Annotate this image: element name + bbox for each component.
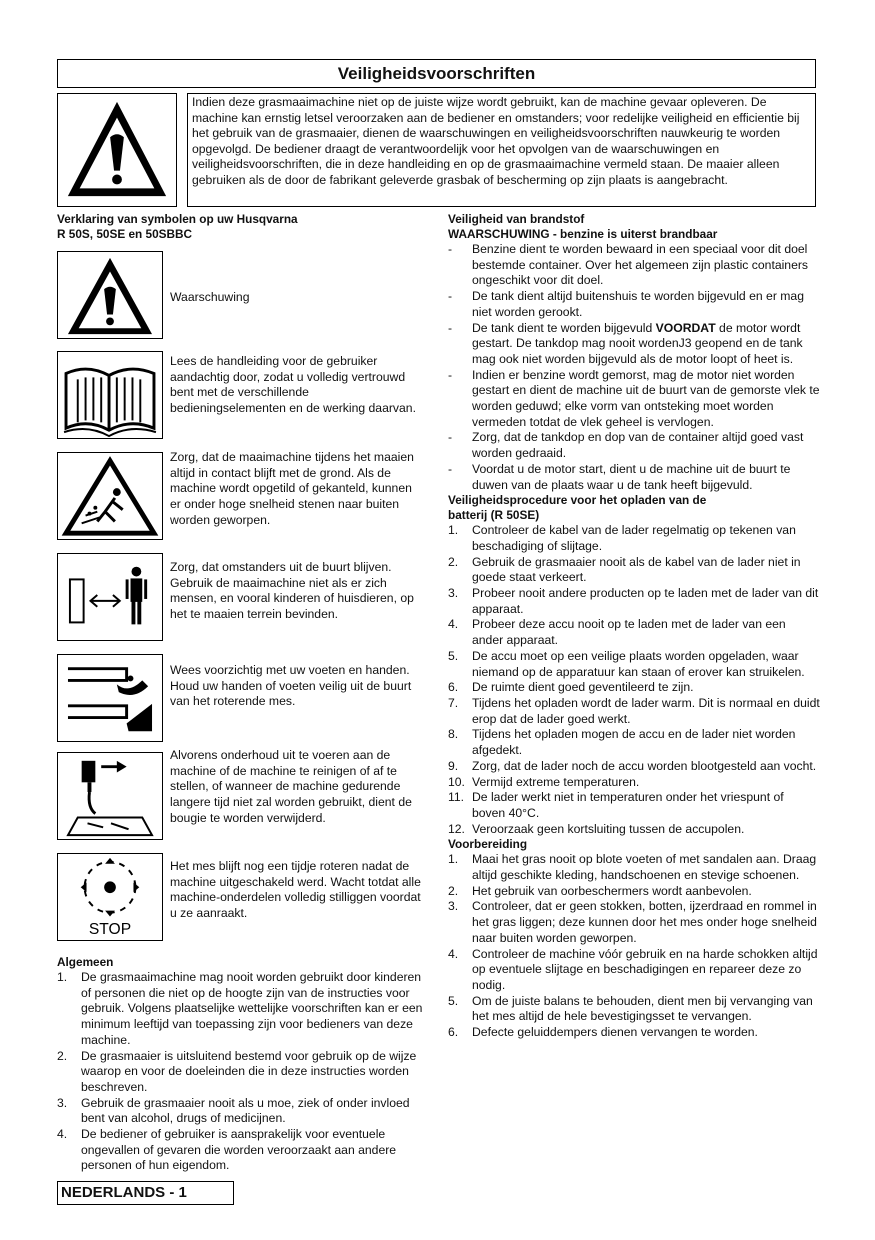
list-item: - Zorg, dat de tankdop en dop van de container altijd goed vast worden gedraaid. [448, 430, 804, 461]
general-heading: Algemeen [57, 955, 114, 969]
stop-label: STOP [88, 921, 132, 939]
symbol-text: Alvorens onderhoud uit te voeren aan de machine of de machine te reinigen of af te stellen, of wanneer de machine gedurende langere tijd niet zal worden gebruikt, dient de bougie te worden verwijderd. [170, 748, 412, 825]
list-item: 7. Tijdens het opladen wordt de lader warm. Dit is normaal en duidt erop dat de lader goed werkt. [448, 695, 820, 726]
fuel-warning: WAARSCHUWING - benzine is uiterst brandbaar [448, 227, 718, 241]
preparation-heading: Voorbereiding [448, 837, 528, 852]
list-item: 3. Controleer, dat er geen stokken, botten, ijzerdraad en rommel in het gras liggen; deze kunnen door het mes onder hoge snelheid naar buiten worden geworpen. [448, 899, 817, 945]
list-item: 1. Maai het gras nooit op blote voeten of met sandalen aan. Draag altijd geschikte kleding, handschoenen en stevige schoenen. [448, 852, 817, 883]
list-item: 5. Om de juiste balans te behouden, dient men bij vervanging van het mes altijd de hele bevestigingsset te vervangen. [448, 993, 813, 1024]
symbol-text: Wees voorzichtig met uw voeten en handen. Houd uw handen of voeten veilig uit de buurt van het roterende mes. [170, 663, 412, 709]
list-item: 6. Defecte geluiddempers dienen vervangen te worden. [448, 1025, 758, 1040]
symbol-text: Zorg, dat de maaimachine tijdens het maaien altijd in contact blijft met de grond. Als de machine wordt opgetild of gekanteld, kunnen er onder hoge snelheid stenen naar buiten worden geworpen. [170, 450, 414, 527]
hands-feet-icon [57, 654, 163, 742]
warning-icon [57, 251, 163, 339]
symbol-text: Zorg, dat omstanders uit de buurt blijven. Gebruik de maaimachine niet als er zich mensen, en vooral kinderen of huisdieren, op het te maaien terrein bevinden. [170, 560, 414, 622]
charging-list [448, 523, 820, 837]
page-title: Veiligheidsvoorschriften [57, 59, 816, 88]
fuel-list [448, 242, 820, 493]
list-item: 2. De grasmaaier is uitsluitend bestemd voor gebruik op de wijze waarop en voor de doeleinden die in deze instructies worden beschreven. [57, 1048, 417, 1094]
list-item: - Indien er benzine wordt gemorst, mag de motor niet worden gestart en dient de machine uit de buurt van de gemorste vlek te worden geduwd; elke vorm van ontsteking moet worden vermeden totdat de vlek geheel is vervlogen. [448, 367, 820, 429]
list-item: - Benzine dient te worden bewaard in een speciaal voor dit doel bestemde container. Over het algemeen zijn plastic containers ongeschikt voor dit doel. [448, 242, 809, 288]
list-item: 9. Zorg, dat de lader noch de accu worden blootgesteld aan vocht. [448, 758, 817, 773]
list-item: 2. Gebruik de grasmaaier nooit als de kabel van de lader niet in goede staat verkeert. [448, 554, 801, 585]
list-item: 2. Het gebruik van oorbeschermers wordt aanbevolen. [448, 883, 752, 898]
general-section [57, 955, 429, 1174]
warning-icon [57, 93, 177, 207]
intro-text: Indien deze grasmaaimachine niet op de juiste wijze wordt gebruikt, kan de machine gevaar opleveren. De machine kan ernstig letsel veroorzaken aan de bediener en omstanders; voor redelijke veiligheid en efficientie bij het gebruik van de grasmaaier, dienen de waarschuwingen en veiligheidsvoorschriften nauwkeurig te worden opgevolgd. De bediener draagt de verantwoordelijk voor het opvolgen van de waarschuwingen en veiligheidsvoorschriften, die in deze handleiding en op de grasmaaimachine vermeld staan. De maaier alleen gebruiken als de door de fabrikant geleverde grasbak of bescherming op zijn plaats is aangebracht. [187, 93, 816, 207]
right-column [448, 212, 820, 1041]
list-item: 8. Tijdens het opladen mogen de accu en de lader niet worden afgedekt. [448, 727, 796, 758]
fuel-heading: Veiligheid van brandstof [448, 212, 585, 226]
blade-stop-icon [57, 853, 163, 941]
list-item: 4. De bediener of gebruiker is aansprakelijk voor eventuele ongevallen of gevaren die worden veroorzaakt aan andere personen of hun eigendom. [57, 1127, 397, 1173]
list-item: 3. Gebruik de grasmaaier nooit als u moe, ziek of onder invloed bent van alcohol, drugs of medicijnen. [57, 1095, 410, 1126]
symbol-text: Waarschuwing [170, 290, 250, 304]
symbols-heading-line1: Verklaring van symbolen op uw Husqvarna [57, 212, 298, 226]
general-list [57, 970, 429, 1174]
page-footer: NEDERLANDS - 1 [57, 1181, 234, 1205]
list-item: 12. Veroorzaak geen kortsluiting tussen de accupolen. [448, 821, 745, 836]
symbols-heading [57, 212, 437, 242]
preparation-list [448, 852, 820, 1040]
list-item: 4. Probeer deze accu nooit op te laden met de lader van een ander apparaat. [448, 617, 786, 648]
list-item: 4. Controleer de machine vóór gebruik en na harde schokken altijd op eventuele slijtage en beschadigingen en repareer deze zo nodig. [448, 946, 818, 992]
symbol-text: Lees de handleiding voor de gebruiker aandachtig door, zodat u volledig vertrouwd bent met de verschillende bedieningselementen en de werking daarvan. [170, 354, 416, 416]
list-item: - De tank dient te worden bijgevuld VOORDAT de motor wordt gestart. De tankdop mag nooit wordenJ3 geopend en de tank mag ook niet worden bijgevuld als de motor loopt of heet is. [448, 320, 803, 366]
list-item: - De tank dient altijd buitenshuis te worden bijgevuld en er mag niet worden gerookt. [448, 289, 804, 319]
list-item: 10. Vermijd extreme temperaturen. [448, 774, 640, 789]
list-item: 6. De ruimte dient goed geventileerd te zijn. [448, 680, 694, 695]
list-item: 1. De grasmaaimachine mag nooit worden gebruikt door kinderen of personen die niet op de hoogte zijn van de instructies voor gebruik. Volgens plaatselijke wettelijke voorschriften kan er een minimum leeftijd van toepassing zijn voor bedieners van deze machine. [57, 970, 423, 1047]
manual-icon [57, 351, 163, 439]
symbols-heading-line2: R 50S, 50SE en 50SBBC [57, 227, 193, 241]
thrown-objects-icon [57, 452, 163, 540]
spark-plug-icon [57, 752, 163, 840]
list-item: 11. De lader werkt niet in temperaturen onder het vriespunt of boven 40°C. [448, 790, 784, 820]
list-item: 1. Controleer de kabel van de lader regelmatig op tekenen van beschadiging of slijtage. [448, 523, 796, 553]
charging-heading: Veiligheidsprocedure voor het opladen van de batterij (R 50SE) [448, 493, 707, 523]
symbol-text: Het mes blijft nog een tijdje roteren nadat de machine uitgeschakeld werd. Wacht totdat alle machine-onderdelen volledig stilliggen voordat u ze aanraakt. [170, 859, 421, 921]
bystanders-distance-icon [57, 553, 163, 641]
list-item: 5. De accu moet op een veilige plaats worden opgeladen, waar niemand op de apparatuur kan staan of erover kan struikelen. [448, 648, 805, 679]
list-item: - Voordat u de motor start, dient u de machine uit de buurt te duwen van de plaats waar u de tank heeft bijgevuld. [448, 461, 791, 492]
list-item: 3. Probeer nooit andere producten op te laden met de lader van dit apparaat. [448, 586, 819, 616]
